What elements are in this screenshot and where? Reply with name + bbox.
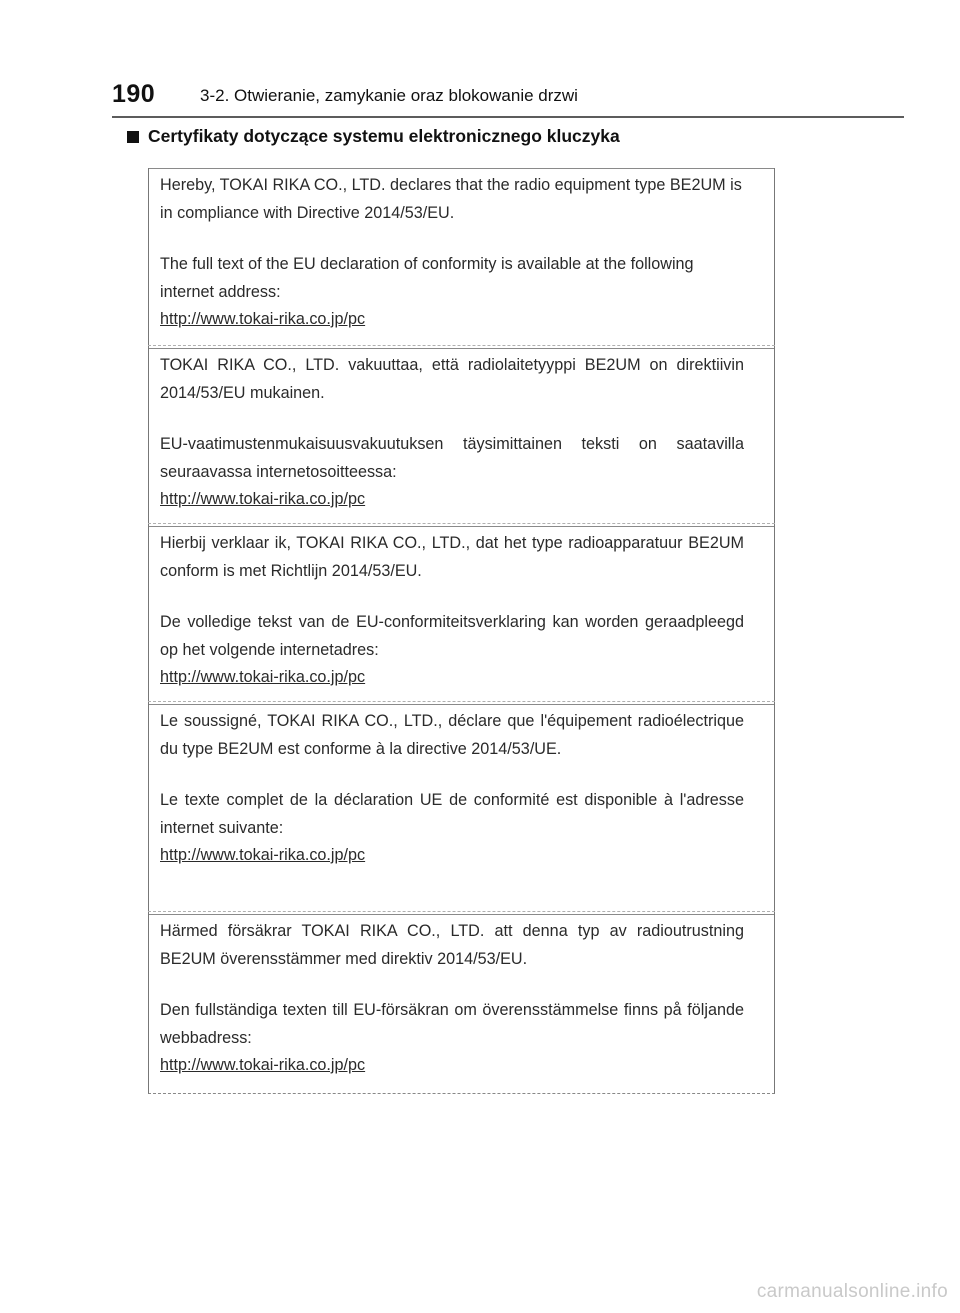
- full-text-note: De volledige tekst van de EU-conformiteitsverklaring kan worden geraadpleegd op het volgende internetadres:: [160, 613, 744, 659]
- declaration-url-link[interactable]: http://www.tokai-rika.co.jp/pc: [160, 490, 366, 508]
- certificate-finnish: [149, 348, 774, 522]
- declaration-url-link[interactable]: http://www.tokai-rika.co.jp/pc: [160, 668, 366, 686]
- watermark: carmanualsonline.info: [756, 1281, 948, 1302]
- declaration-url-link[interactable]: http://www.tokai-rika.co.jp/pc: [160, 1056, 366, 1074]
- declaration-text: Hierbij verklaar ik, TOKAI RIKA CO., LTD., dat het type radioapparatuur BE2UM conform is met Richtlijn 2014/53/EU.: [160, 534, 744, 580]
- full-text-note: EU-vaatimustenmukaisuusvakuutuksen täysimittainen teksti on saatavilla seuraavassa internetosoitteessa:: [160, 435, 744, 481]
- declaration-url-link[interactable]: http://www.tokai-rika.co.jp/pc: [160, 310, 366, 328]
- page-header: [112, 78, 904, 118]
- declaration-text: Hereby, TOKAI RIKA CO., LTD. declares that the radio equipment type BE2UM is in compliance with Directive 2014/53/EU.: [160, 176, 742, 222]
- declaration-text: Härmed försäkrar TOKAI RIKA CO., LTD. att denna typ av radioutrustning BE2UM överensstämmer med direktiv 2014/53/EU.: [160, 922, 744, 968]
- full-text-note: Le texte complet de la déclaration UE de conformité est disponible à l'adresse internet suivante:: [160, 791, 744, 837]
- page-number: 190: [112, 80, 156, 108]
- certificate-swedish: [149, 914, 774, 1092]
- section-heading: [127, 126, 620, 147]
- section-heading-text: Certyfikaty dotyczące systemu elektronicznego kluczyka: [148, 126, 620, 146]
- declaration-url-link[interactable]: http://www.tokai-rika.co.jp/pc: [160, 846, 366, 864]
- certificate-dutch: [149, 526, 774, 700]
- full-text-note: The full text of the EU declaration of conformity is available at the following internet address:: [160, 255, 694, 301]
- certificate-english: [149, 168, 774, 344]
- declaration-text: TOKAI RIKA CO., LTD. vakuuttaa, että radiolaitetyyppi BE2UM on direktiivin 2014/53/EU mukainen.: [160, 356, 744, 402]
- certificate-french: [149, 704, 774, 910]
- full-text-note: Den fullständiga texten till EU-försäkran om överensstämmelse finns på följande webbadress:: [160, 1001, 744, 1047]
- chapter-title: 3-2. Otwieranie, zamykanie oraz blokowanie drzwi: [200, 86, 578, 105]
- certificate-box: [148, 168, 775, 1094]
- declaration-text: Le soussigné, TOKAI RIKA CO., LTD., déclare que l'équipement radioélectrique du type BE2UM est conforme à la directive 2014/53/UE.: [160, 712, 744, 758]
- square-bullet-icon: [127, 131, 139, 143]
